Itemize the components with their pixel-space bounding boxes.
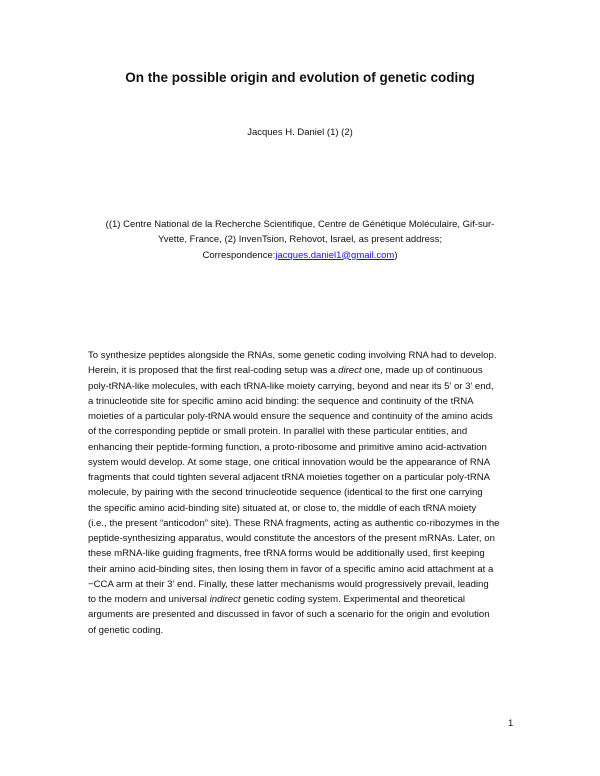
email-link[interactable]: jacques.daniel1@gmail.com xyxy=(275,249,395,261)
abstract-paragraph xyxy=(88,348,528,638)
page-number: 1 xyxy=(508,718,514,729)
author-line: Jacques H. Daniel (1) (2) xyxy=(247,127,353,138)
abstract-line: (i.e., the present “anticodon” site). These RNA fragments, acting as authentic co-ribozymes in the xyxy=(88,517,500,529)
abstract-line: fragments that could tighten several adjacent tRNA moieties together on a particular poly-tRNA xyxy=(88,472,491,483)
correspondence-line xyxy=(0,248,600,263)
correspondence-label: Correspondence: xyxy=(202,249,276,261)
abstract-line: system would develop. At some stage, one critical innovation would be the appearance of RNA xyxy=(88,456,491,468)
closing-paren: ) xyxy=(394,249,398,261)
abstract-line: a trinucleotide site for specific amino acid binding: the sequence and continuity of the tRNA xyxy=(88,395,474,407)
abstract-line: poly-tRNA-like molecules, with each tRNA-like moiety carrying, beyond and near its 5’ or 3’ end, xyxy=(88,380,494,392)
affiliation-block xyxy=(0,217,600,263)
abstract-line: of genetic coding. xyxy=(88,624,164,636)
abstract-line xyxy=(88,592,528,607)
abstract-line: moieties of a particular poly-tRNA would ensure the sequence and continuity of the amino acids xyxy=(88,411,493,422)
abstract-line: molecule, by pairing with the second trinucleotide sequence (identical to the first one carrying xyxy=(88,487,483,499)
abstract-line: enhancing their peptide-forming function, a proto-ribosome and primitive amino acid-activation xyxy=(88,441,487,453)
text-run: one, made up of continuous xyxy=(361,365,483,377)
text-run: to the modern and universal xyxy=(88,594,210,605)
paper-title: On the possible origin and evolution of genetic coding xyxy=(125,70,475,85)
abstract-line: these mRNA-like guiding fragments, free tRNA forms would be additionally used, first keeping xyxy=(88,548,485,560)
abstract-line: To synthesize peptides alongside the RNAs, some genetic coding involving RNA had to develop. xyxy=(88,350,497,361)
abstract-line xyxy=(88,363,528,378)
abstract-line: the specific amino acid-binding site) situated at, or close to, the middle of each tRNA moiety xyxy=(88,502,477,514)
abstract-line: of the corresponding peptide or small protein. In parallel with these particular entities, and xyxy=(88,426,468,438)
affiliation-line: ((1) Centre National de la Recherche Scientifique, Centre de Génétique Moléculaire, Gif-sur- xyxy=(105,219,495,230)
italic-term: direct xyxy=(338,365,362,377)
text-run: Herein, it is proposed that the first real-coding setup was a xyxy=(88,365,339,377)
abstract-line: peptide-synthesizing apparatus, would constitute the ancestors of the present mRNAs. Later, on xyxy=(88,533,495,544)
text-run: genetic coding system. Experimental and theoretical xyxy=(240,594,466,605)
abstract-line: arguments are presented and discussed in favor of such a scenario for the origin and evolution xyxy=(88,609,490,621)
affiliation-line: Yvette, France, (2) InvenTsion, Rehovot, Israel, as present address; xyxy=(157,234,443,246)
abstract-line: their amino acid-binding sites, then losing them in favor of a specific amino acid attachment at a xyxy=(88,563,494,575)
abstract-line: −CCA arm at their 3’ end. Finally, these latter mechanisms would progressively prevail, leading xyxy=(88,578,489,590)
italic-term: indirect xyxy=(209,594,241,605)
